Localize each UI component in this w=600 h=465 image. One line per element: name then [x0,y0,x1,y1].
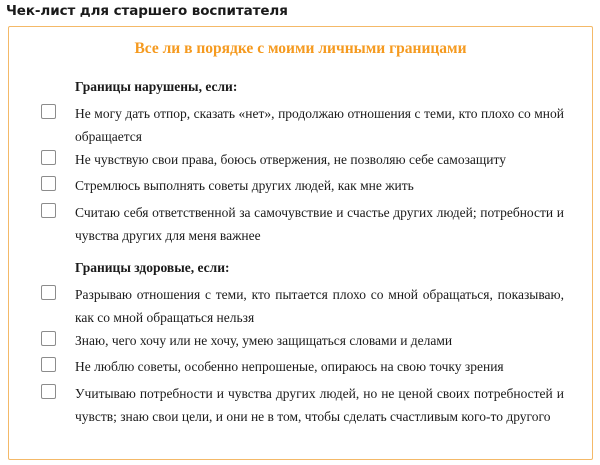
checkbox[interactable] [41,104,56,119]
checkbox[interactable] [41,150,56,165]
checklist-item-text: Не могу дать отпор, сказать «нет», продолжаю отношения с теми, кто плохо со мной обращается [75,106,564,144]
page-title: Чек-лист для старшего воспитателя [6,3,288,19]
checklist-title: Все ли в порядке с моими личными границами [134,40,467,57]
checklist-item-text: Стремлюсь выполнять советы других людей, как мне жить [75,178,414,193]
section-heading-violated: Границы нарушены, если: [75,79,238,94]
checkbox[interactable] [41,331,56,346]
checkbox[interactable] [41,285,56,300]
checkbox[interactable] [41,176,56,191]
checklist-item-text: Считаю себя ответственной за самочувствие и счастье других людей; потребности и чувства других для меня важнее [75,205,564,243]
checklist-card [8,26,593,460]
checklist-item-text: Учитываю потребности и чувства других людей, но не ценой своих потребностей и чувств; знаю свои цели, и они не в том, чтобы сделать счастливым кого-то другого [75,386,564,424]
checkbox[interactable] [41,384,56,399]
checkbox[interactable] [41,203,56,218]
section-heading-healthy: Границы здоровые, если: [75,260,230,275]
checkbox[interactable] [41,357,56,372]
checklist-item-text: Не люблю советы, особенно непрошеные, опираюсь на свою точку зрения [75,359,504,374]
checklist-item-text: Разрываю отношения с теми, кто пытается плохо со мной обращаться, показываю, как со мной обращаться нельзя [75,287,564,325]
checklist-item-text: Не чувствую свои права, боюсь отвержения, не позволяю себе самозащиту [75,152,507,167]
checklist-item-text: Знаю, чего хочу или не хочу, умею защищаться словами и делами [75,333,453,348]
